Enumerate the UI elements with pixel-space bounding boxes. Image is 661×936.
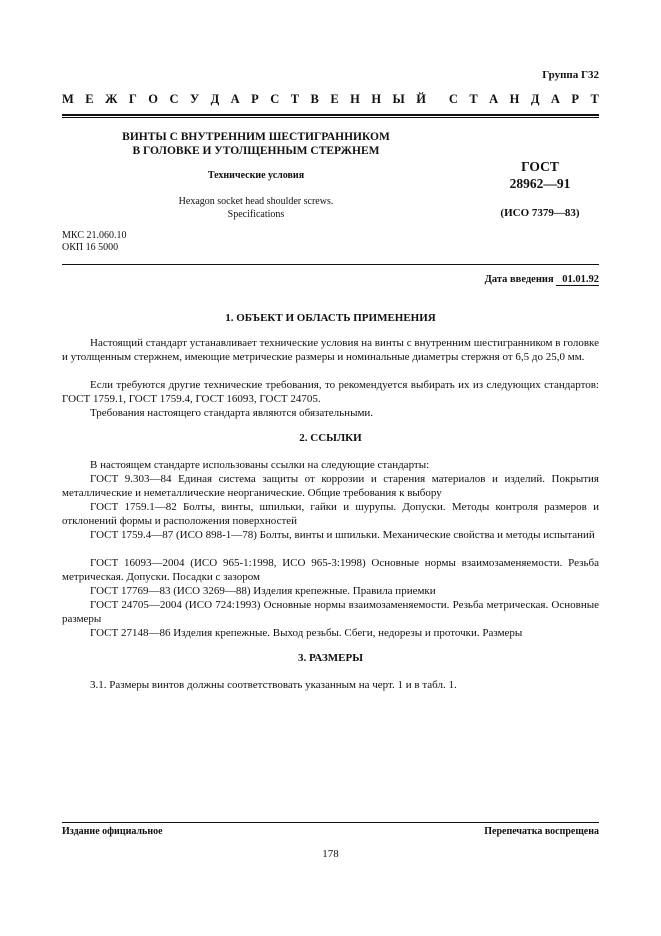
title-line-2: В ГОЛОВКЕ И УТОЛЩЕННЫМ СТЕРЖНЕМ xyxy=(132,145,380,157)
heading-letter: Т xyxy=(290,92,300,106)
reference-item: ГОСТ 16093—2004 (ИСО 965-1:1998, ИСО 965-3:1998) Основные нормы взаимозаменяемости. Резьба метрическая. Допуски. Посадки с зазором xyxy=(62,557,599,583)
gost-number: 28962—91 xyxy=(509,176,571,191)
classification-codes xyxy=(62,230,126,254)
heading-letter: У xyxy=(189,92,200,106)
heading-letter: А xyxy=(550,92,560,106)
english-title xyxy=(100,195,412,221)
intro-date xyxy=(485,274,599,285)
heading-letter: Р xyxy=(571,92,580,106)
heading-letter: Ы xyxy=(392,92,405,106)
heading-letter: М xyxy=(62,92,74,106)
heading-letter: Н xyxy=(350,92,360,106)
intro-date-label: Дата введения xyxy=(484,274,554,285)
gost-label: ГОСТ xyxy=(521,159,559,174)
group-label: Группа Г32 xyxy=(542,69,599,81)
heading-letter: С xyxy=(169,92,179,106)
heading-letter: Й xyxy=(416,92,426,106)
edition-note: Издание официальное xyxy=(62,826,163,837)
section-3-heading: 3. РАЗМЕРЫ xyxy=(297,652,364,664)
heading-letter: Д xyxy=(210,92,220,106)
reprint-note: Перепечатка воспрещена xyxy=(484,826,599,837)
heading-letter: Т xyxy=(590,92,599,106)
heading-letter: В xyxy=(310,92,319,106)
english-title-line-1: Hexagon socket head shoulder screws. xyxy=(178,196,334,207)
heading-letter: Н xyxy=(509,92,520,106)
reference-item: ГОСТ 1759.1—82 Болты, винты, шпильки, гайки и шурупы. Допуски. Методы контроля размеров и отклонений формы и расположения поверхностей xyxy=(62,501,599,527)
section-2-intro: В настоящем стандарте использованы ссылки на следующие стандарты: xyxy=(90,459,430,471)
title-line-1: ВИНТЫ С ВНУТРЕННИМ ШЕСТИГРАННИКОМ xyxy=(122,131,390,143)
header-rule-thin xyxy=(62,117,599,118)
divider-rule xyxy=(62,264,599,265)
reference-item: ГОСТ 1759.4—87 (ИСО 898-1—78) Болты, винты и шпильки. Механические свойства и методы испытаний xyxy=(90,529,595,541)
intro-date-value: 01.01.92 xyxy=(556,274,599,286)
section-1-paragraph-3: Требования настоящего стандарта являются обязательными. xyxy=(90,407,374,419)
standard-type-heading xyxy=(62,92,599,107)
mks-code: МКС 21.060.10 xyxy=(62,230,127,241)
footer-rule xyxy=(62,822,599,823)
section-3-paragraph-1: 3.1. Размеры винтов должны соответствовать указанным на черт. 1 и в табл. 1. xyxy=(90,679,457,691)
heading-letter: А xyxy=(489,92,499,106)
reference-item: ГОСТ 9.303—84 Единая система защиты от коррозии и старения материалов и изделий. Покрытия металлические и неметаллические неорганические. Общие требования к выбору xyxy=(62,473,599,499)
document-subtitle: Технические условия xyxy=(207,170,305,181)
section-2-heading: 2. ССЫЛКИ xyxy=(299,432,362,444)
heading-letter: А xyxy=(230,92,240,106)
heading-letter: Т xyxy=(469,92,478,106)
reference-item: ГОСТ 27148—86 Изделия крепежные. Выход резьбы. Сбеги, недорезы и проточки. Размеры xyxy=(90,627,523,639)
heading-letter: Д xyxy=(530,92,540,106)
iso-reference: (ИСО 7379—83) xyxy=(500,207,580,219)
section-1-paragraph-2: Если требуются другие технические требования, то рекомендуется выбирать их из следующих стандартов: ГОСТ 1759.1, ГОСТ 1759.4, ГОСТ 16093, ГОСТ 24705. xyxy=(62,379,599,405)
section-1-paragraph-1: Настоящий стандарт устанавливает технические условия на винты с внутренним шестигранником в головке и утолщенным стержнем, имеющие метрические размеры и номинальные диаметры стержня от 6,5 до 25,0 мм. xyxy=(62,337,599,363)
heading-letter: С xyxy=(448,92,458,106)
page-number: 178 xyxy=(322,848,339,860)
heading-letter: Н xyxy=(371,92,382,106)
reference-item: ГОСТ 24705—2004 (ИСО 724:1993) Основные нормы взаимозаменяемости. Резьба метрическая. Основные размеры xyxy=(62,599,599,625)
document-title xyxy=(100,130,412,158)
reference-item: ГОСТ 17769—83 (ИСО 3269—88) Изделия крепежные. Правила приемки xyxy=(90,585,436,597)
heading-letter: Ж xyxy=(105,92,118,106)
section-1-heading: 1. ОБЪЕКТ И ОБЛАСТЬ ПРИМЕНЕНИЯ xyxy=(225,312,436,324)
heading-letter: Г xyxy=(128,92,137,106)
gost-designation xyxy=(480,158,600,192)
heading-letter: Р xyxy=(251,92,259,106)
heading-letter: С xyxy=(270,92,280,106)
english-title-line-2: Specifications xyxy=(227,209,285,220)
heading-letter: Е xyxy=(85,92,94,106)
heading-letter: Е xyxy=(330,92,339,106)
header-rule-thick xyxy=(62,114,599,116)
heading-letter: О xyxy=(148,92,159,106)
okp-code: ОКП 16 5000 xyxy=(62,242,119,253)
